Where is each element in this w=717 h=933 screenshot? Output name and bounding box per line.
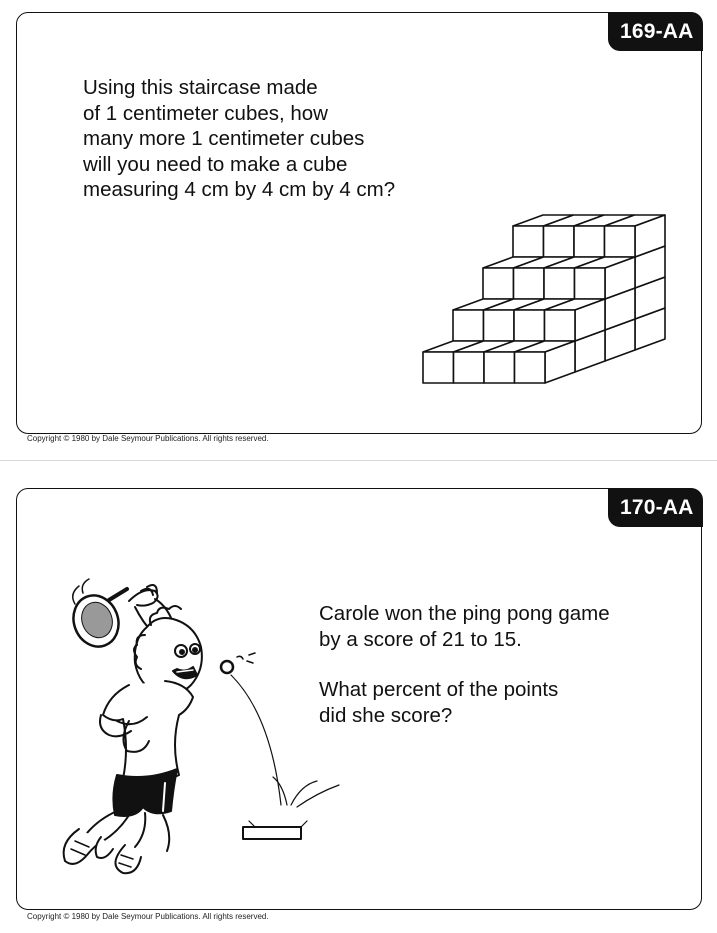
card-divider	[0, 460, 717, 461]
cube-front-face	[514, 268, 545, 299]
cube-staircase-illustration	[17, 13, 703, 435]
ping-pong-ball-icon	[221, 653, 255, 673]
cube-front-face	[544, 226, 575, 257]
question-line: by a score of 21 to 15.	[319, 627, 522, 651]
cube-front-face	[544, 268, 575, 299]
cube-front-face	[514, 310, 545, 341]
copyright-notice: Copyright © 1980 by Dale Seymour Publications. All rights reserved.	[27, 912, 269, 921]
copyright-notice: Copyright © 1980 by Dale Seymour Publications. All rights reserved.	[27, 434, 269, 443]
question-line: Carole won the ping pong game	[319, 602, 610, 625]
paddle-icon	[66, 579, 127, 653]
question-line: will you need to make a cube	[83, 152, 348, 176]
card-number-tag: 170-AA	[608, 488, 703, 527]
cube-front-face	[484, 310, 515, 341]
problem-card-169	[16, 12, 702, 434]
question-line: measuring 4 cm by 4 cm by 4 cm?	[83, 178, 396, 201]
cube-front-face	[515, 352, 546, 383]
cube-front-face	[605, 226, 636, 257]
cube-front-face	[483, 268, 514, 299]
question-line: many more 1 centimeter cubes	[83, 127, 365, 150]
cube-front-face	[423, 352, 454, 383]
question-line: Using this staircase made	[83, 76, 318, 99]
card-number-tag: 169-AA	[608, 12, 703, 51]
question-line: of 1 centimeter cubes, how	[83, 101, 328, 125]
question-line: did she score?	[319, 703, 453, 727]
cube-front-face	[453, 310, 484, 341]
cube-front-face	[484, 352, 515, 383]
cube-front-face	[513, 226, 544, 257]
question-line: What percent of the points	[319, 678, 559, 701]
problem-card-170	[16, 488, 702, 910]
cube-front-face	[574, 226, 605, 257]
ping-pong-player-illustration	[17, 489, 703, 911]
cube-front-face	[454, 352, 485, 383]
cube-front-face	[545, 310, 576, 341]
cube-front-face	[575, 268, 606, 299]
